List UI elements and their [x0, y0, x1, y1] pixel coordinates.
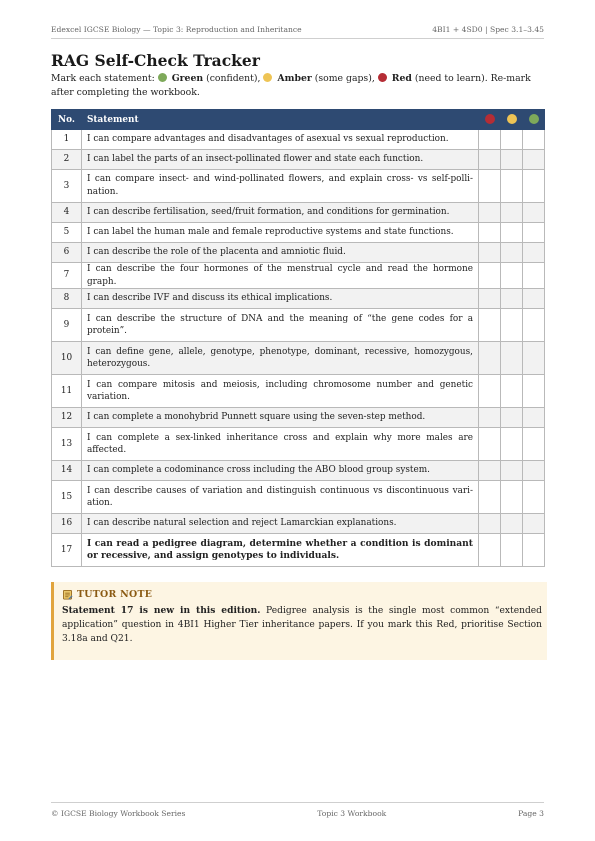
amber-checkbox[interactable] [501, 289, 523, 309]
red-dot-icon [378, 73, 387, 82]
table-row [52, 223, 545, 243]
amber-checkbox[interactable] [501, 243, 523, 263]
green-checkbox[interactable] [523, 170, 545, 203]
row-number: 13 [52, 428, 82, 461]
amber-checkbox[interactable] [501, 481, 523, 514]
amber-checkbox[interactable] [501, 428, 523, 461]
green-checkbox[interactable] [523, 534, 545, 567]
green-checkbox[interactable] [523, 481, 545, 514]
red-checkbox[interactable] [479, 263, 501, 289]
row-number: 9 [52, 309, 82, 342]
table-row [52, 170, 545, 203]
green-checkbox[interactable] [523, 428, 545, 461]
row-statement: I can describe fertilisation, seed/fruit formation, and conditions for germination. [82, 203, 479, 223]
amber-checkbox[interactable] [501, 461, 523, 481]
row-statement: I can label the parts of an insect-pollinated flower and state each function. [82, 150, 479, 170]
row-number: 2 [52, 150, 82, 170]
table-header-row [52, 110, 545, 130]
red-checkbox[interactable] [479, 428, 501, 461]
row-number: 12 [52, 408, 82, 428]
row-number: 3 [52, 170, 82, 203]
table-row [52, 243, 545, 263]
row-number: 16 [52, 514, 82, 534]
row-statement: I can describe IVF and discuss its ethical implications. [82, 289, 479, 309]
footer-right: Page 3 [518, 808, 544, 818]
row-statement: I can define gene, allele, genotype, phenotype, dominant, recessive, homozygous, heterozygous. [82, 342, 479, 375]
table-row [52, 375, 545, 408]
row-statement: I can compare mitosis and meiosis, including chromosome number and genetic variation. [82, 375, 479, 408]
row-number: 14 [52, 461, 82, 481]
amber-checkbox[interactable] [501, 223, 523, 243]
red-checkbox[interactable] [479, 309, 501, 342]
amber-desc: (some gaps), [311, 73, 378, 84]
table-row [52, 263, 545, 289]
red-checkbox[interactable] [479, 203, 501, 223]
table-body [52, 130, 545, 567]
row-number: 15 [52, 481, 82, 514]
row-statement: I can describe the role of the placenta and amniotic fluid. [82, 243, 479, 263]
row-number: 1 [52, 130, 82, 150]
green-checkbox[interactable] [523, 150, 545, 170]
row-number: 8 [52, 289, 82, 309]
row-statement: I can complete a sex-linked inheritance cross and explain why more males are affected. [82, 428, 479, 461]
tutor-note [51, 582, 547, 660]
green-label: Green [171, 73, 204, 84]
header-right: 4BI1 + 4SD0 | Spec 3.1–3.45 [432, 24, 544, 34]
red-checkbox[interactable] [479, 481, 501, 514]
tutor-note-heading [62, 589, 542, 600]
red-checkbox[interactable] [479, 534, 501, 567]
amber-checkbox[interactable] [501, 203, 523, 223]
green-checkbox[interactable] [523, 309, 545, 342]
amber-dot-icon [507, 114, 517, 124]
row-statement: I can compare advantages and disadvantages of asexual vs sexual reproduction. [82, 130, 479, 150]
footer-left: © IGCSE Biology Workbook Series [51, 808, 186, 818]
intro-text [51, 72, 545, 100]
green-checkbox[interactable] [523, 342, 545, 375]
row-statement: I can read a pedigree diagram, determine whether a condition is dominant or recessive, and assign genotypes to individuals. [82, 534, 479, 567]
intro-prefix: Mark each statement: [51, 73, 158, 84]
red-checkbox[interactable] [479, 130, 501, 150]
tutor-note-lead: Statement 17 is new in this edition. [62, 605, 261, 616]
header-amber [501, 110, 523, 130]
red-checkbox[interactable] [479, 150, 501, 170]
amber-checkbox[interactable] [501, 514, 523, 534]
red-checkbox[interactable] [479, 170, 501, 203]
tutor-note-text: Pedigree analysis is the single most common “extended application” question in 4BI1 Higher Tier inheritance papers. If you mark this Red, prioritise Section 3.18a and Q21. [62, 606, 542, 644]
green-checkbox[interactable] [523, 130, 545, 150]
amber-checkbox[interactable] [501, 534, 523, 567]
page-footer [51, 802, 544, 823]
row-statement: I can compare insect- and wind-pollinated flowers, and explain cross- vs self-polli- nation. [82, 170, 479, 203]
table-row [52, 408, 545, 428]
row-number: 5 [52, 223, 82, 243]
green-desc: (confident), [203, 73, 264, 84]
red-checkbox[interactable] [479, 289, 501, 309]
page-header [51, 20, 544, 39]
green-dot-icon [529, 114, 539, 124]
amber-label: Amber [277, 73, 312, 84]
table-row [52, 309, 545, 342]
page-title: RAG Self-Check Tracker [51, 51, 260, 70]
green-checkbox[interactable] [523, 223, 545, 243]
red-checkbox[interactable] [479, 375, 501, 408]
header-no: No. [52, 110, 82, 130]
green-checkbox[interactable] [523, 243, 545, 263]
header-statement: Statement [82, 110, 479, 130]
header-red [479, 110, 501, 130]
table-row [52, 428, 545, 461]
row-statement: I can describe causes of variation and distinguish continuous vs discontinuous vari- ation. [82, 481, 479, 514]
row-statement: I can describe the four hormones of the menstrual cycle and read the hormone graph. [82, 263, 479, 289]
amber-checkbox[interactable] [501, 309, 523, 342]
table-row [52, 514, 545, 534]
header-green [523, 110, 545, 130]
red-desc: (need to learn). Re-mark after completing the workbook. [51, 73, 531, 98]
row-statement: I can complete a codominance cross including the ABO blood group system. [82, 461, 479, 481]
green-checkbox[interactable] [523, 514, 545, 534]
row-statement: I can complete a monohybrid Punnett square using the seven-step method. [82, 408, 479, 428]
red-checkbox[interactable] [479, 461, 501, 481]
row-number: 6 [52, 243, 82, 263]
row-number: 4 [52, 203, 82, 223]
amber-dot-icon [263, 73, 272, 82]
red-checkbox[interactable] [479, 408, 501, 428]
rag-tracker-table [51, 109, 545, 567]
row-number: 7 [52, 263, 82, 289]
tutor-note-title: TUTOR NOTE [77, 589, 153, 600]
amber-checkbox[interactable] [501, 375, 523, 408]
tutor-note-body [62, 604, 542, 646]
row-number: 10 [52, 342, 82, 375]
table-row [52, 130, 545, 150]
red-dot-icon [485, 114, 495, 124]
green-checkbox[interactable] [523, 408, 545, 428]
amber-checkbox[interactable] [501, 150, 523, 170]
green-checkbox[interactable] [523, 203, 545, 223]
green-checkbox[interactable] [523, 461, 545, 481]
amber-checkbox[interactable] [501, 408, 523, 428]
table-row [52, 150, 545, 170]
red-checkbox[interactable] [479, 342, 501, 375]
amber-checkbox[interactable] [501, 170, 523, 203]
row-number: 17 [52, 534, 82, 567]
table-row [52, 342, 545, 375]
table-row [52, 203, 545, 223]
red-checkbox[interactable] [479, 223, 501, 243]
table-row [52, 461, 545, 481]
table-row [52, 481, 545, 514]
red-checkbox[interactable] [479, 514, 501, 534]
amber-checkbox[interactable] [501, 130, 523, 150]
row-statement: I can label the human male and female reproductive systems and state functions. [82, 223, 479, 243]
green-checkbox[interactable] [523, 375, 545, 408]
green-checkbox[interactable] [523, 289, 545, 309]
green-dot-icon [158, 73, 167, 82]
header-left: Edexcel IGCSE Biology — Topic 3: Reproduction and Inheritance [51, 24, 302, 34]
row-number: 11 [52, 375, 82, 408]
green-checkbox[interactable] [523, 263, 545, 289]
table-row [52, 289, 545, 309]
amber-checkbox[interactable] [501, 342, 523, 375]
footer-center: Topic 3 Workbook [317, 808, 387, 818]
row-statement: I can describe the structure of DNA and the meaning of “the gene codes for a protein”. [82, 309, 479, 342]
red-checkbox[interactable] [479, 243, 501, 263]
row-statement: I can describe natural selection and reject Lamarckian explanations. [82, 514, 479, 534]
table-row [52, 534, 545, 567]
notepad-icon [62, 589, 73, 600]
amber-checkbox[interactable] [501, 263, 523, 289]
red-label: Red [391, 73, 412, 84]
